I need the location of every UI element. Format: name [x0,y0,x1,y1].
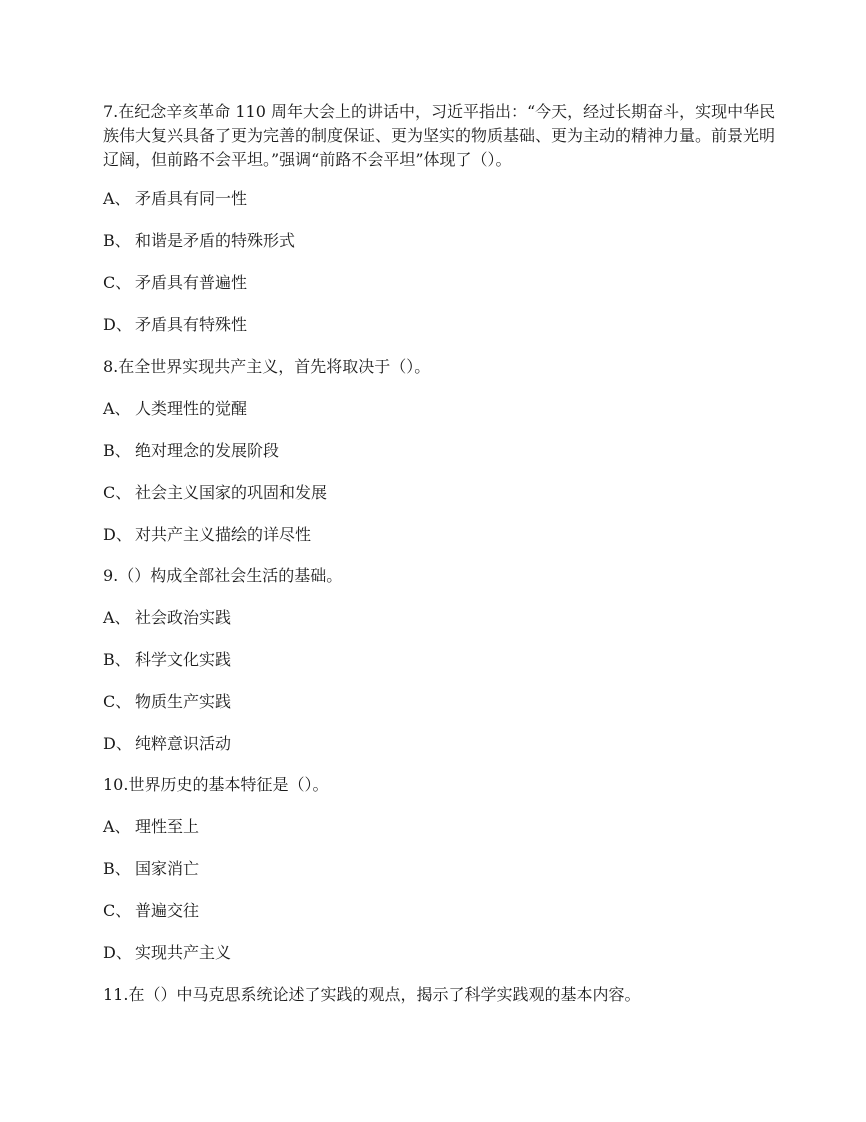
option-text: 矛盾具有特殊性 [135,315,248,334]
option-letter: C、 [103,483,132,502]
option-letter: B、 [103,859,131,878]
question-10-option-c [103,899,783,923]
question-8-stem: 8.在全世界实现共产主义，首先将取决于（）。 [103,357,431,376]
option-text: 和谐是矛盾的特殊形式 [135,231,296,250]
option-letter: B、 [103,231,131,250]
option-letter: B、 [103,441,131,460]
question-9-option-a [103,606,783,630]
question-10-option-a [103,815,783,839]
option-text: 矛盾具有同一性 [135,189,248,208]
option-text: 对共产主义描绘的详尽性 [135,525,312,544]
option-letter: D、 [103,315,132,334]
option-letter: D、 [103,734,132,753]
question-9-option-d [103,732,783,756]
question-7-stem: 7.在纪念辛亥革命 110 周年大会上的讲话中，习近平指出：“今天，经过长期奋斗，实现中华民族伟大复兴具备了更为完善的制度保证、更为坚实的物质基础、更为主动的精神力量。前景光明辽阔，但前路不会平坦。”强调“前路不会平坦”体现了（）。 [103,102,776,169]
option-letter: B、 [103,650,131,669]
question-8-option-b [103,439,783,463]
option-letter: A、 [103,608,131,627]
option-text: 社会政治实践 [135,608,232,627]
option-letter: D、 [103,525,132,544]
option-text: 社会主义国家的巩固和发展 [135,483,328,502]
option-text: 矛盾具有普遍性 [135,273,248,292]
question-8-option-c [103,481,783,505]
question-9-option-b [103,648,783,672]
question-8-option-a [103,397,783,421]
question-7-option-b [103,229,783,253]
option-letter: A、 [103,189,131,208]
option-text: 普遍交往 [135,901,200,920]
question-10-stem: 10.世界历史的基本特征是（）。 [103,775,329,794]
question-7-option-d [103,313,783,337]
option-letter: D、 [103,943,132,962]
question-9-option-c [103,690,783,714]
option-text: 绝对理念的发展阶段 [135,441,280,460]
question-11-stem: 11.在（）中马克思系统论述了实践的观点，揭示了科学实践观的基本内容。 [103,985,641,1004]
question-9-stem: 9.（）构成全部社会生活的基础。 [103,566,343,585]
option-text: 人类理性的觉醒 [135,399,248,418]
question-10-option-b [103,857,783,881]
option-text: 纯粹意识活动 [135,734,232,753]
option-letter: A、 [103,817,131,836]
option-letter: C、 [103,901,132,920]
option-text: 科学文化实践 [135,650,232,669]
question-10-option-d [103,941,783,965]
option-letter: C、 [103,273,132,292]
option-letter: C、 [103,692,132,711]
option-letter: A、 [103,399,131,418]
option-text: 理性至上 [135,817,200,836]
question-7-option-c [103,271,783,295]
option-text: 实现共产主义 [135,943,232,962]
option-text: 国家消亡 [135,859,200,878]
question-8-option-d [103,523,783,547]
question-7-option-a [103,187,783,211]
option-text: 物质生产实践 [135,692,232,711]
